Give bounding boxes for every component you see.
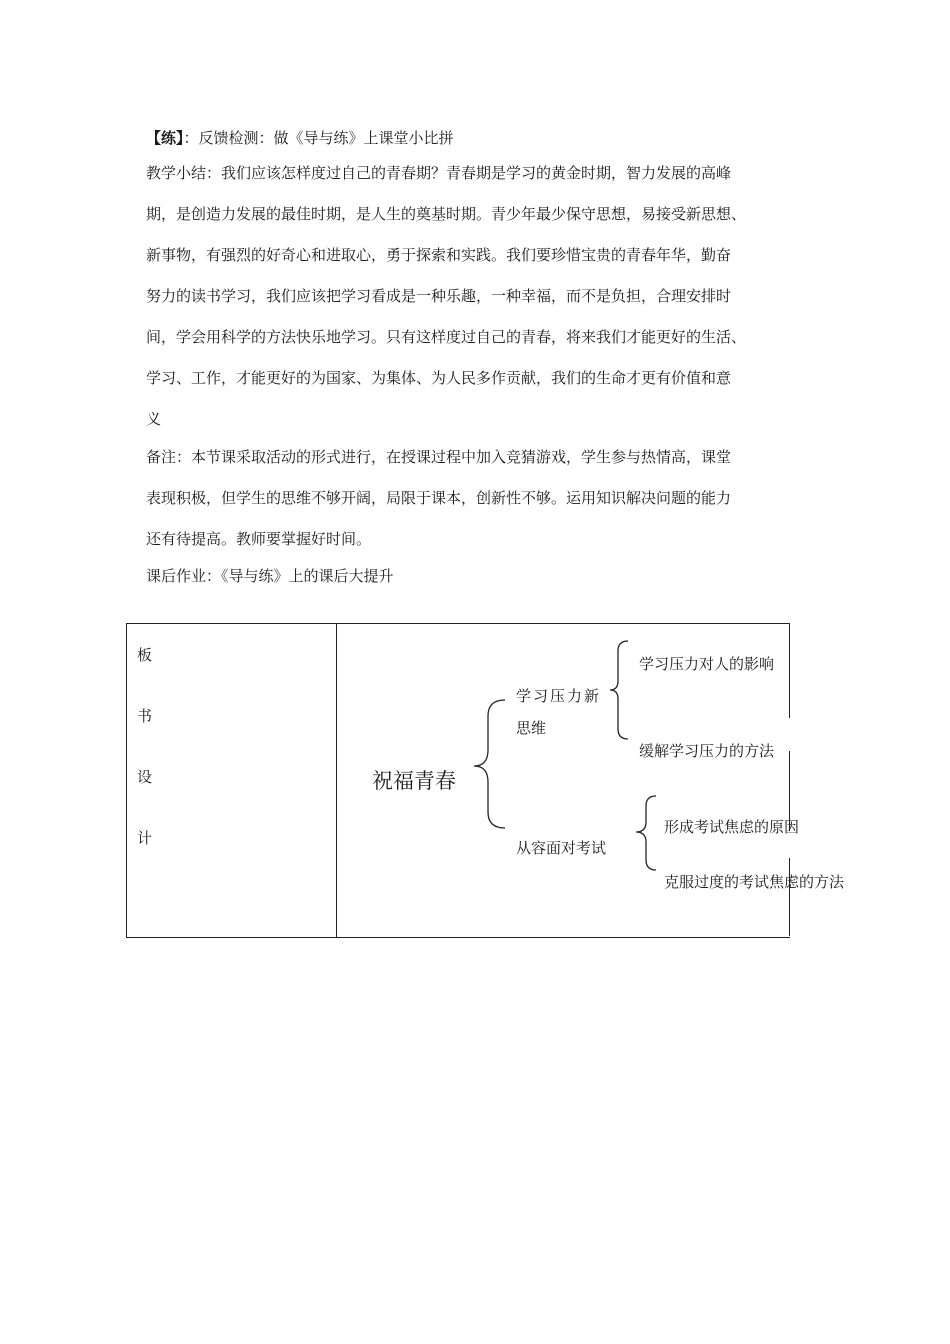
remark-line: 还有待提高。教师要掌握好时间。	[146, 530, 372, 548]
summary-line: 间，学会用科学的方法快乐地学习。只有这样度过自己的青春，将来我们才能更好的生活、	[146, 328, 747, 346]
homework-line: 课后作业：《导与练》上的课后大提升	[146, 567, 394, 585]
branch2-item: 克服过度的考试焦虑的方法	[664, 873, 845, 891]
exercise-bracket-label: 【练】	[146, 129, 184, 147]
board-main-topic: 祝福青春	[372, 769, 456, 793]
branch1-item: 缓解学习压力的方法	[639, 742, 775, 760]
branch2-item: 形成考试焦虑的原因	[664, 818, 800, 836]
board-side-label-char: 计	[137, 829, 153, 847]
remark-line: 表现积极，但学生的思维不够开阔，局限于课本，创新性不够。运用知识解决问题的能力	[146, 489, 732, 507]
summary-line: 义	[146, 410, 162, 428]
exercise-text: ：反馈检测：做《导与练》上课堂小比拼	[183, 129, 454, 147]
board-side-label-char: 板	[137, 646, 153, 664]
exercise-line	[146, 128, 454, 148]
summary-line: 学习、工作，才能更好的为国家、为集体、为人民多作贡献，我们的生命才更有价值和意	[146, 369, 732, 387]
board-side-label-char: 设	[137, 768, 153, 786]
board-right-edge	[789, 858, 790, 936]
board-column-divider	[336, 623, 337, 938]
branch1-title-line1: 学习压力新	[516, 687, 602, 705]
branch1-item: 学习压力对人的影响	[639, 655, 775, 673]
summary-line: 新事物，有强烈的好奇心和进取心，勇于探索和实践。我们要珍惜宝贵的青春年华，勤奋	[146, 246, 732, 264]
branch2-title: 从容面对考试	[516, 839, 607, 857]
summary-line: 教学小结：我们应该怎样度过自己的青春期？青春期是学习的黄金时期，智力发展的高峰	[146, 164, 732, 182]
remark-line: 备注：本节课采取活动的形式进行，在授课过程中加入竞猜游戏，学生参与热情高，课堂	[146, 448, 732, 466]
summary-line: 期，是创造力发展的最佳时期，是人生的奠基时期。青少年最少保守思想，易接受新思想、	[146, 205, 747, 223]
board-right-edge	[789, 623, 790, 718]
board-side-label-char: 书	[137, 707, 153, 725]
branch1-title-line2: 思维	[516, 719, 547, 737]
summary-line: 努力的读书学习，我们应该把学习看成是一种乐趣，一种幸福，而不是负担，合理安排时	[146, 287, 732, 305]
